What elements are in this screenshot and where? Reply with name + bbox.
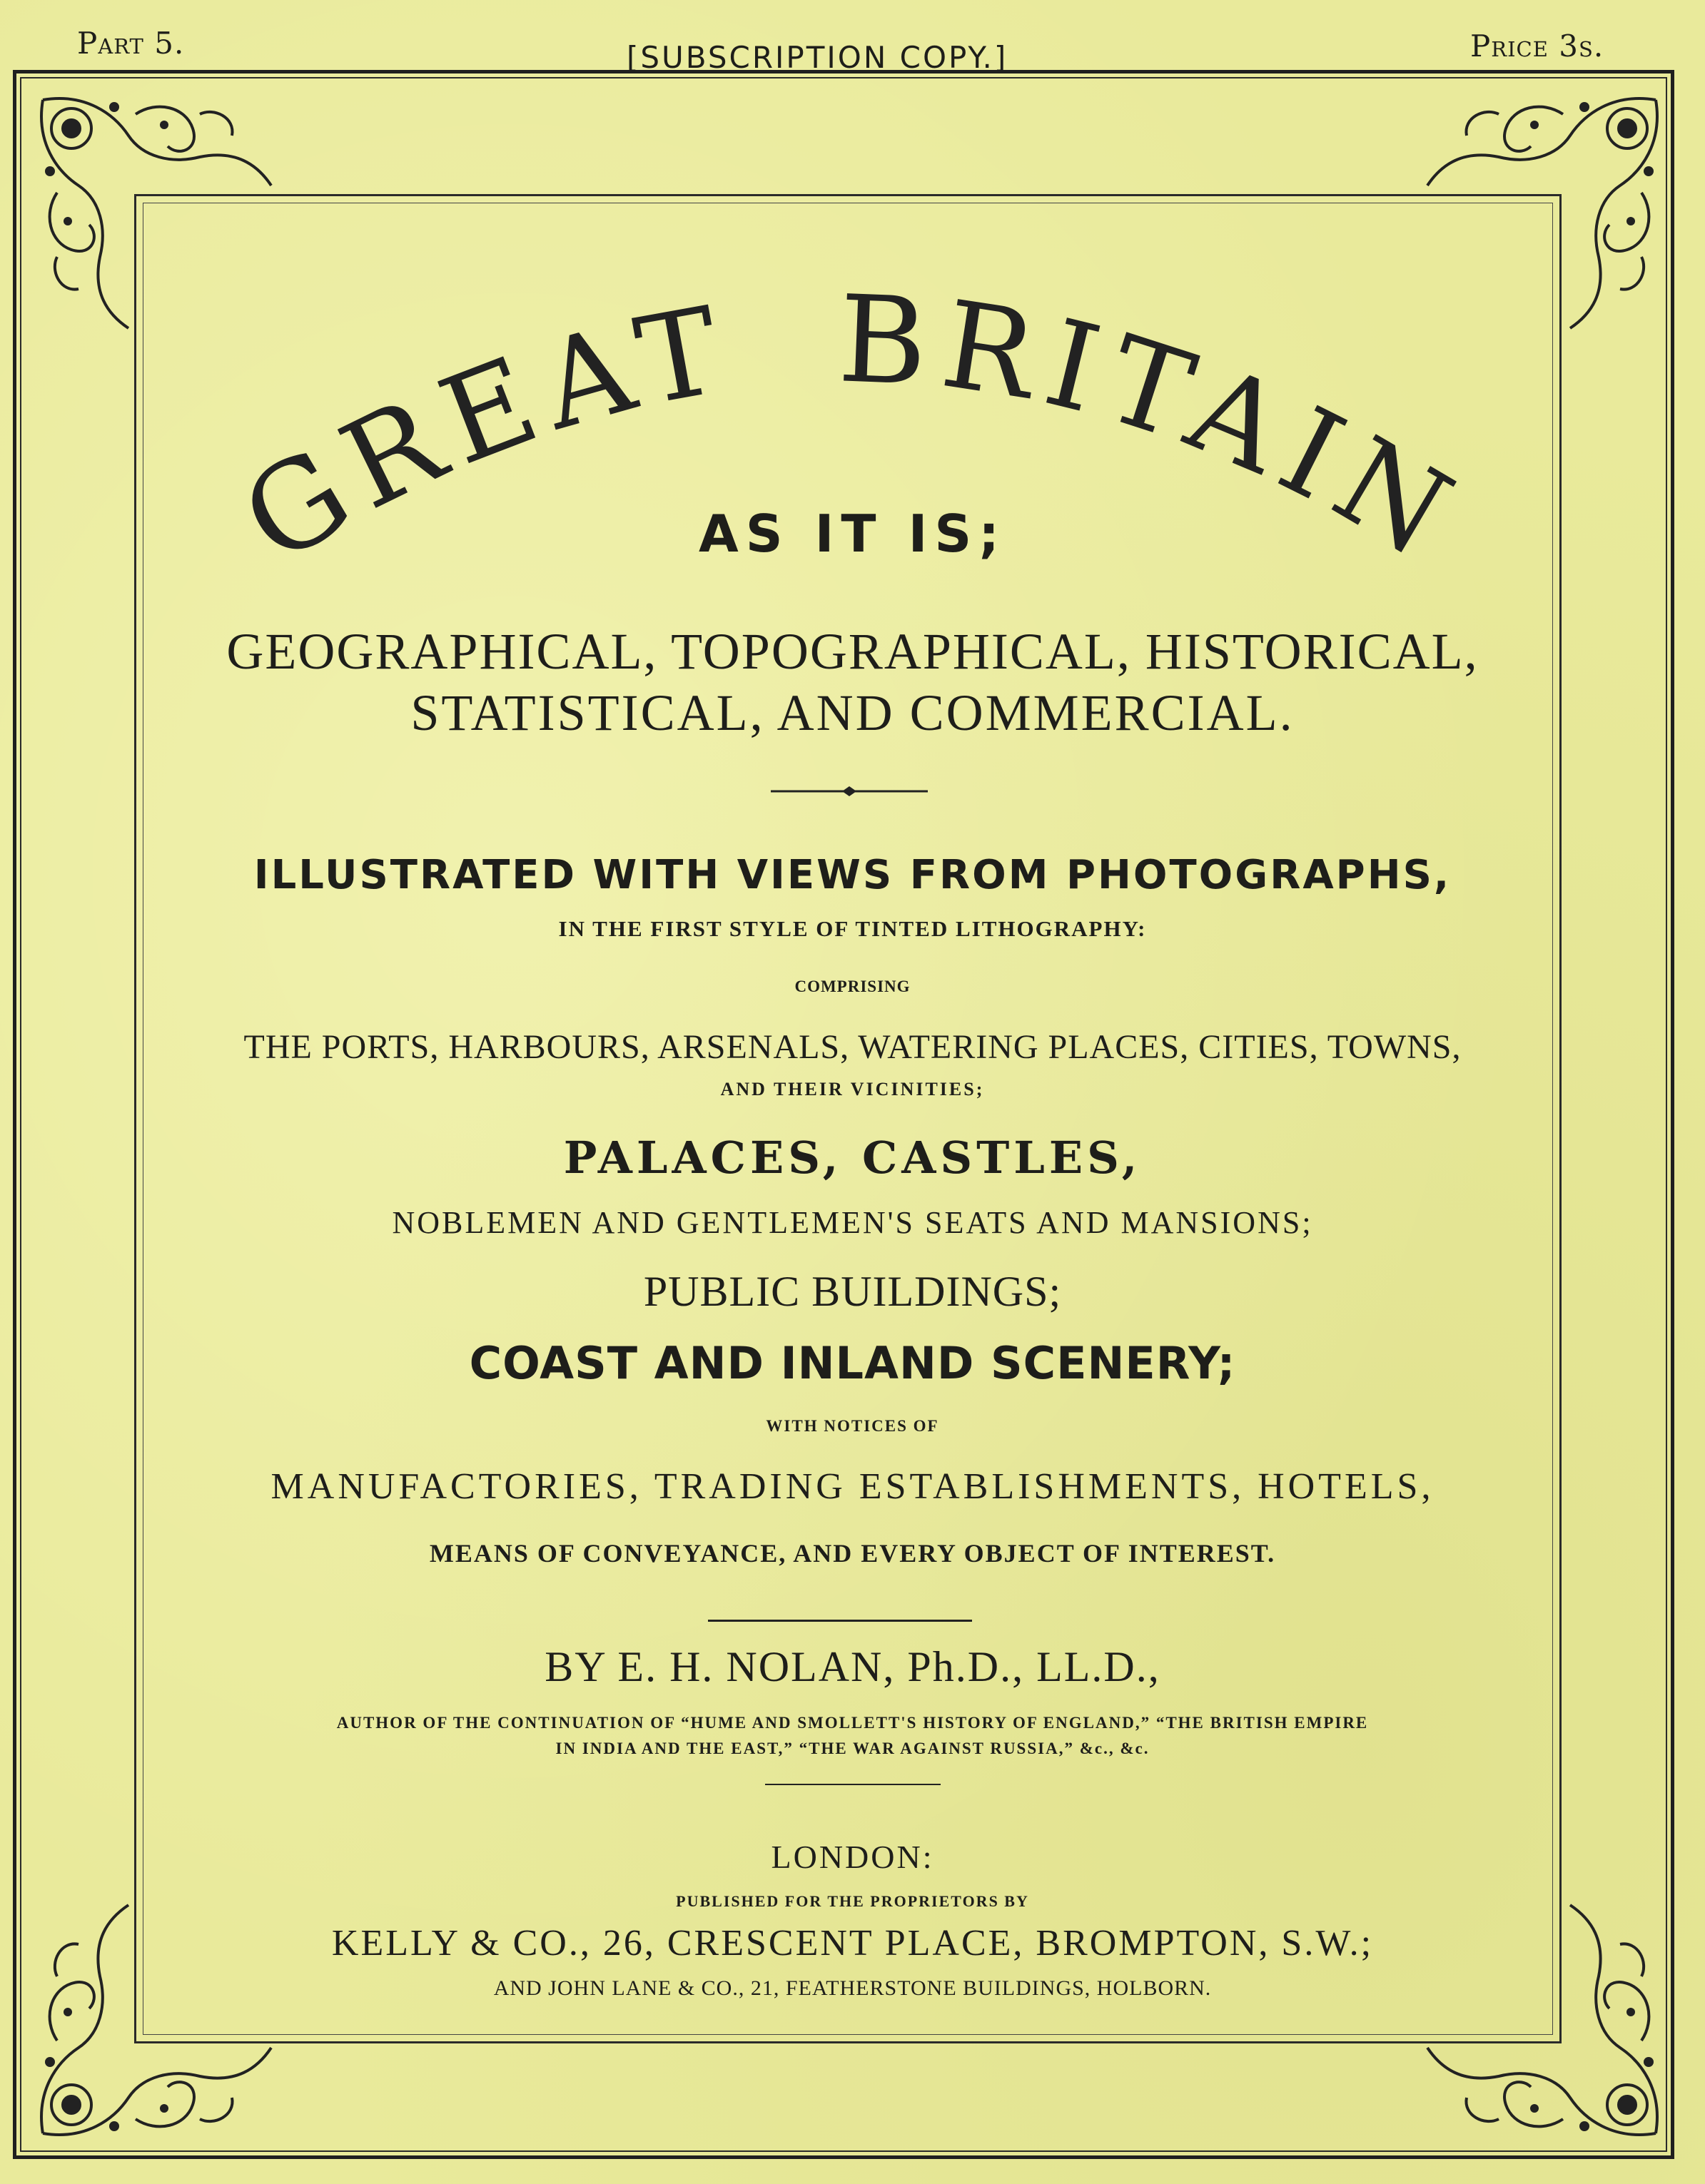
public-buildings-line: PUBLIC BUILDINGS;	[643, 1268, 1062, 1315]
notices-line: WITH NOTICES OF	[766, 1417, 939, 1435]
descriptor-line-2: STATISTICAL, AND COMMERCIAL.	[410, 684, 1295, 741]
author-line: BY E. H. NOLAN, Ph.D., LL.D.,	[545, 1643, 1160, 1690]
imprint-rule	[765, 1784, 941, 1785]
descriptor-line-1: GEOGRAPHICAL, TOPOGRAPHICAL, HISTORICAL,	[226, 623, 1479, 680]
author-rule-top	[708, 1620, 972, 1622]
subtitle-as-it-is: AS IT IS;	[698, 504, 1007, 564]
ports-line: THE PORTS, HARBOURS, ARSENALS, WATERING PLACES, CITIES, TOWNS,	[243, 1028, 1462, 1066]
means-line: MEANS OF CONVEYANCE, AND EVERY OBJECT OF INTEREST.	[429, 1539, 1276, 1568]
title-word-britain: BRITAIN	[836, 269, 1484, 591]
part-number: Part 5.	[77, 26, 185, 61]
imprint-city: LONDON:	[771, 1839, 934, 1875]
comprising-line: COMPRISING	[794, 977, 911, 995]
price-label: Price 3s.	[1470, 29, 1604, 64]
imprint-copublisher: AND JOHN LANE & CO., 21, FEATHERSTONE BUILDINGS, HOLBORN.	[493, 1976, 1212, 2000]
author-works-line-2: IN INDIA AND THE EAST,” “THE WAR AGAINST RUSSIA,” &c., &c.	[555, 1739, 1150, 1757]
imprint-publisher: KELLY & CO., 26, CRESCENT PLACE, BROMPTON, S.W.;	[331, 1923, 1374, 1964]
vicinities-line: AND THEIR VICINITIES;	[720, 1079, 985, 1099]
lithography-line: IN THE FIRST STYLE OF TINTED LITHOGRAPHY:	[558, 916, 1147, 941]
title-word-great: GREAT	[219, 278, 743, 591]
illustrated-line: ILLUSTRATED WITH VIEWS FROM PHOTOGRAPHS,	[253, 852, 1452, 898]
manufactories-line: MANUFACTORIES, TRADING ESTABLISHMENTS, HOTELS,	[270, 1466, 1435, 1507]
noblemen-line: NOBLEMEN AND GENTLEMEN'S SEATS AND MANSIONS;	[392, 1205, 1313, 1240]
imprint-published: PUBLISHED FOR THE PROPRIETORS BY	[676, 1892, 1029, 1910]
palaces-line: PALACES, CASTLES,	[563, 1132, 1142, 1184]
author-works-line-1: AUTHOR OF THE CONTINUATION OF “HUME AND SMOLLETT'S HISTORY OF ENGLAND,” “THE BRITISH EMPIRE	[336, 1714, 1369, 1732]
coast-line: COAST AND INLAND SCENERY;	[469, 1337, 1236, 1389]
subscription-label: [SUBSCRIPTION COPY.]	[627, 40, 1008, 75]
diamond-rule	[771, 783, 928, 799]
